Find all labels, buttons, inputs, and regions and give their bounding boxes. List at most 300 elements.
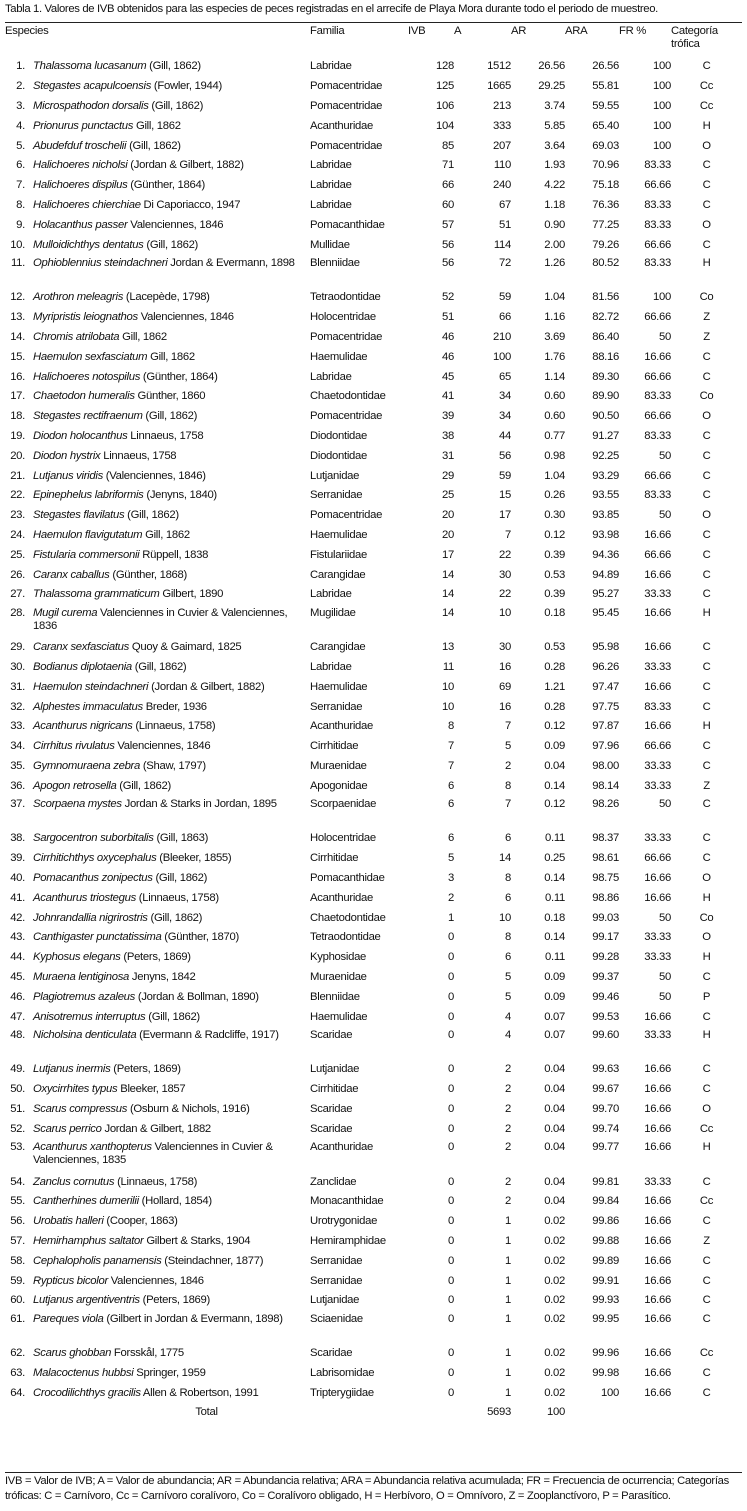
ar-cell: 0.25: [544, 852, 565, 865]
table-row: [5, 585, 742, 605]
table-row: [5, 1271, 742, 1291]
table-row: [5, 1172, 742, 1192]
species-author: (Gill, 1862): [126, 139, 181, 152]
abundance-cell: 8: [505, 931, 511, 944]
row-number: 8.: [16, 198, 25, 211]
row-number: 2.: [16, 80, 25, 93]
abundance-cell: 2: [505, 1175, 511, 1188]
table-footnote: IVB = Valor de IVB; A = Valor de abundancia; AR = Abundancia relativa; ARA = Abundancia relativa acumulada; FR = Frecuencia de ocurrencia; Categorías tróficas: C = Carnívoro, Cc = Carnívoro coralívoro, Co = Coralívoro obligado, H = Herbívoro, O = Omnívoro, Z = Zooplanctívoro, P = Parasítico.: [5, 1475, 729, 1502]
trophic-cell: Co: [699, 390, 714, 403]
ara-cell: 82.72: [592, 311, 619, 324]
row-number: 22.: [10, 489, 25, 502]
species-author: (Bleeker, 1855): [156, 852, 232, 865]
ivb-cell: 52: [442, 291, 454, 304]
trophic-cell: C: [702, 832, 711, 845]
ar-cell: 1.14: [544, 370, 565, 383]
fr-cell: 50: [659, 911, 671, 924]
fr-cell: 83.33: [644, 700, 671, 713]
trophic-cell: P: [702, 990, 711, 1003]
species-author: Gill, 1862: [142, 528, 190, 541]
species-name: Haemulon sexfasciatum: [33, 350, 148, 363]
fr-cell: 83.33: [644, 218, 671, 231]
row-number: 35.: [10, 759, 25, 772]
ivb-cell: 46: [442, 330, 454, 343]
table-row: [5, 506, 742, 526]
ar-cell: 0.14: [544, 779, 565, 792]
species-name: Pomacanthus zonipectus: [33, 872, 153, 885]
family-cell: Scorpaenidae: [310, 798, 377, 811]
row-number: 9.: [16, 218, 25, 231]
species-cell: [5, 1344, 310, 1364]
species-author: Gilbert & Starks, 1904: [143, 1235, 251, 1248]
species-cell: [5, 116, 310, 136]
table-row: [5, 987, 742, 1007]
ivb-cell: 0: [448, 1215, 454, 1228]
species-author: (Gill, 1862): [143, 238, 199, 251]
ivb-cell: 51: [442, 311, 454, 324]
trophic-cell: C: [702, 971, 711, 984]
family-cell: Acanthuridae: [310, 1141, 373, 1154]
species-author: Valenciennes in Cuvier & Valenciennes, 1836: [33, 606, 288, 632]
species-name: Hemirhamphus saltator: [33, 1235, 144, 1248]
family-cell: Pomacentridae: [310, 80, 383, 93]
species-cell: [5, 849, 310, 869]
table-row: [5, 308, 742, 328]
ara-cell: 76.36: [592, 198, 619, 211]
species-cell: [5, 57, 310, 77]
row-number: 38.: [10, 832, 25, 845]
family-cell: Carangidae: [310, 568, 366, 581]
family-cell: Monacanthidae: [310, 1195, 384, 1208]
trophic-cell: H: [702, 1029, 711, 1042]
abundance-cell: 1665: [487, 80, 511, 93]
species-cell: [5, 486, 310, 506]
ar-cell: 0.02: [544, 1312, 565, 1325]
family-cell: Acanthuridae: [310, 119, 373, 132]
ara-cell: 89.90: [592, 390, 619, 403]
table-row: [5, 638, 742, 658]
ara-cell: 99.63: [592, 1063, 619, 1076]
fr-cell: 16.66: [644, 1010, 671, 1023]
species-cell: [5, 235, 310, 255]
species-author: (Gill, 1862): [147, 911, 203, 924]
species-author: (Peters, 1869): [120, 951, 191, 964]
abundance-cell: 16: [499, 660, 511, 673]
species-cell: [5, 968, 310, 988]
family-cell: Mullidae: [310, 238, 350, 251]
abundance-cell: 22: [499, 588, 511, 601]
fr-cell: 16.66: [644, 1294, 671, 1307]
species-name: Acanthurus xanthopterus: [33, 1141, 152, 1154]
abundance-cell: 114: [493, 238, 511, 251]
abundance-cell: 2: [505, 759, 511, 772]
row-number: 39.: [10, 852, 25, 865]
species-name: Lutjanus argentiventris: [33, 1294, 140, 1307]
species-cell: [5, 796, 310, 829]
table-caption: Tabla 1. Valores de IVB obtenidos para las especies de peces registradas en el arrecife de Playa Mora durante todo el periodo de muestreo.: [5, 3, 658, 15]
species-name: Johnrandallia nigrirostris: [33, 911, 148, 924]
fr-cell: 16.66: [644, 1386, 671, 1399]
species-name: Diodon hystrix: [33, 449, 101, 462]
species-cell: [5, 776, 310, 796]
species-author: Di Caporiacco, 1947: [140, 198, 241, 211]
fr-cell: 33.33: [644, 832, 671, 845]
row-number: 21.: [10, 469, 25, 482]
table-row: [5, 1119, 742, 1139]
total-label: Total: [195, 1406, 218, 1419]
family-cell: Mugilidae: [310, 606, 356, 619]
trophic-cell: Cc: [699, 1122, 714, 1135]
row-number: 59.: [10, 1274, 25, 1287]
row-number: 25.: [10, 548, 25, 561]
trophic-cell: C: [702, 1254, 711, 1267]
ar-cell: 0.02: [544, 1386, 565, 1399]
species-cell: [5, 196, 310, 216]
row-number: 34.: [10, 740, 25, 753]
ara-cell: 59.55: [592, 99, 619, 112]
fr-cell: 16.66: [644, 680, 671, 693]
col-trophic-line2: trófica: [671, 38, 700, 50]
ivb-cell: 0: [448, 1367, 454, 1380]
fr-cell: 66.66: [644, 548, 671, 561]
ar-cell: 3.69: [544, 330, 565, 343]
species-cell: [5, 387, 310, 407]
ivb-cell: 0: [448, 971, 454, 984]
fr-cell: 83.33: [644, 159, 671, 172]
species-author: Günther, 1860: [134, 390, 206, 403]
ar-cell: 0.02: [544, 1367, 565, 1380]
total-ara-cell: [565, 1403, 619, 1422]
species-author: Gill, 1862: [119, 330, 167, 343]
species-cell: [5, 328, 310, 348]
fr-cell: 16.66: [644, 1347, 671, 1360]
row-number: 15.: [10, 350, 25, 363]
row-number: 32.: [10, 700, 25, 713]
family-cell: Labridae: [310, 159, 352, 172]
row-number: 57.: [10, 1235, 25, 1248]
ar-cell: 1.18: [544, 198, 565, 211]
row-number: 52.: [10, 1122, 25, 1135]
family-cell: Lutjanidae: [310, 1294, 360, 1307]
species-author: (Günther, 1868): [109, 568, 187, 581]
abundance-cell: 1: [505, 1235, 511, 1248]
table-row: [5, 1060, 742, 1080]
species-name: Acanthurus nigricans: [33, 720, 133, 733]
table-row: [5, 1364, 742, 1384]
trophic-cell: C: [702, 1010, 711, 1023]
species-cell: [5, 367, 310, 387]
species-author: Quoy & Gaimard, 1825: [129, 641, 242, 654]
species-cell: [5, 427, 310, 447]
trophic-cell: C: [702, 1175, 711, 1188]
species-cell: [5, 308, 310, 328]
ivb-cell: 0: [448, 1347, 454, 1360]
ara-cell: 91.27: [592, 429, 619, 442]
fr-cell: 16.66: [644, 1063, 671, 1076]
table-row: [5, 928, 742, 948]
abundance-cell: 69: [499, 680, 511, 693]
ara-cell: 99.84: [592, 1195, 619, 1208]
family-cell: Pomacentridae: [310, 99, 383, 112]
species-cell: [5, 757, 310, 777]
trophic-cell: H: [702, 720, 711, 733]
species-name: Cantherhines dumerilii: [33, 1195, 139, 1208]
ara-cell: 55.81: [592, 80, 619, 93]
table-row: [5, 1100, 742, 1120]
col-trophic: [671, 23, 742, 57]
fr-cell: 16.66: [644, 1103, 671, 1116]
trophic-cell: C: [702, 370, 711, 383]
species-cell: [5, 1271, 310, 1291]
fr-cell: 16.66: [644, 528, 671, 541]
trophic-cell: Cc: [699, 1347, 714, 1360]
species-author: (Hollard, 1854): [138, 1195, 212, 1208]
abundance-cell: 67: [499, 198, 511, 211]
ivb-cell: 56: [442, 256, 454, 269]
ar-cell: 0.04: [544, 1175, 565, 1188]
trophic-cell: C: [702, 740, 711, 753]
fr-cell: 16.66: [644, 1274, 671, 1287]
trophic-cell: C: [702, 759, 711, 772]
species-name: Abudefduf troschelii: [33, 139, 127, 152]
ivb-cell: 71: [442, 159, 454, 172]
table-row: [5, 328, 742, 348]
fr-cell: 100: [653, 99, 671, 112]
ivb-cell: 0: [448, 1122, 454, 1135]
family-cell: Lutjanidae: [310, 1063, 360, 1076]
trophic-cell: C: [702, 159, 711, 172]
ivb-cell: 0: [448, 1103, 454, 1116]
species-author: Gill, 1862: [147, 350, 195, 363]
ara-cell: 89.30: [592, 370, 619, 383]
ara-cell: 99.96: [592, 1347, 619, 1360]
trophic-cell: C: [702, 660, 711, 673]
fr-cell: 16.66: [644, 1141, 671, 1154]
ar-cell: 1.26: [544, 256, 565, 269]
fr-cell: 33.33: [644, 931, 671, 944]
species-author: (Peters, 1869): [139, 1294, 210, 1307]
ar-cell: 1.21: [544, 680, 565, 693]
fr-cell: 66.66: [644, 311, 671, 324]
species-author: (Günther, 1870): [161, 931, 239, 944]
ivb-cell: 11: [442, 660, 454, 673]
ara-cell: 93.85: [592, 509, 619, 522]
species-cell: [5, 215, 310, 235]
table-row: [5, 387, 742, 407]
ivb-cell: 46: [442, 350, 454, 363]
trophic-cell: Co: [699, 911, 714, 924]
species-name: Gymnomuraena zebra: [33, 759, 140, 772]
species-cell: [5, 869, 310, 889]
species-name: Epinephelus labriformis: [33, 489, 144, 502]
ivb-cell: 0: [448, 931, 454, 944]
abundance-cell: 5: [505, 990, 511, 1003]
table-row: [5, 697, 742, 717]
abundance-cell: 1: [505, 1386, 511, 1399]
ivb-cell: 5: [448, 852, 454, 865]
species-author: Allen & Robertson, 1991: [140, 1386, 259, 1399]
ivb-cell: 85: [442, 139, 454, 152]
trophic-cell: O: [702, 509, 711, 522]
table-row: [5, 196, 742, 216]
row-number: 60.: [10, 1294, 25, 1307]
ara-cell: 98.61: [592, 852, 619, 865]
species-name: Apogon retrosella: [33, 779, 117, 792]
ivb-cell: 6: [448, 798, 454, 811]
abundance-cell: 59: [499, 469, 511, 482]
species-author: (Gill, 1862): [145, 1010, 200, 1023]
species-name: Chaetodon humeralis: [33, 390, 135, 403]
abundance-cell: 65: [499, 370, 511, 383]
row-number: 14.: [10, 330, 25, 343]
table-row: [5, 427, 742, 447]
table-row: [5, 1192, 742, 1212]
ara-cell: 99.46: [592, 990, 619, 1003]
family-cell: Pomacentridae: [310, 509, 383, 522]
abundance-cell: 333: [493, 119, 511, 132]
species-name: Cirrhitus rivulatus: [33, 740, 115, 753]
row-number: 17.: [10, 390, 25, 403]
ar-cell: 0.02: [544, 1235, 565, 1248]
row-number: 50.: [10, 1083, 25, 1096]
species-cell: [5, 347, 310, 367]
family-cell: Blenniidae: [310, 990, 360, 1003]
row-number: 54.: [10, 1175, 25, 1188]
species-cell: [5, 948, 310, 968]
ara-cell: 95.98: [592, 641, 619, 654]
abundance-cell: 2: [505, 1103, 511, 1116]
ivb-cell: 14: [442, 606, 454, 619]
species-cell: [5, 1212, 310, 1232]
ar-cell: 0.04: [544, 1103, 565, 1116]
trophic-cell: Cc: [699, 80, 714, 93]
fr-cell: 100: [653, 60, 671, 73]
abundance-cell: 4: [505, 1029, 511, 1042]
species-name: Holacanthus passer: [33, 218, 128, 231]
species-author: (Günther, 1864): [140, 370, 218, 383]
species-author: Forsskål, 1775: [111, 1347, 184, 1360]
fr-cell: 66.66: [644, 179, 671, 192]
ivb-cell: 0: [448, 1029, 454, 1042]
ar-cell: 0.39: [544, 588, 565, 601]
trophic-cell: Co: [699, 291, 714, 304]
fr-cell: 50: [659, 449, 671, 462]
species-name: Mugil curema: [33, 606, 98, 619]
species-name: Crocodilichthys gracilis: [33, 1386, 141, 1399]
row-number: 29.: [10, 641, 25, 654]
ara-cell: 99.70: [592, 1103, 619, 1116]
trophic-cell: C: [702, 568, 711, 581]
fr-cell: 66.66: [644, 852, 671, 865]
fr-cell: 66.66: [644, 238, 671, 251]
abundance-cell: 2: [505, 1063, 511, 1076]
species-author: (Gill, 1862): [148, 99, 204, 112]
abundance-cell: 6: [505, 832, 511, 845]
trophic-cell: O: [702, 410, 711, 423]
species-cell: [5, 565, 310, 585]
abundance-cell: 1: [505, 1367, 511, 1380]
fr-cell: 50: [659, 509, 671, 522]
species-author: (Jenyns, 1840): [143, 489, 217, 502]
species-name: Stegastes flavilatus: [33, 509, 125, 522]
family-cell: Scaridae: [310, 1103, 353, 1116]
abundance-cell: 44: [499, 429, 511, 442]
fr-cell: 83.33: [644, 429, 671, 442]
ivb-cell: 1: [448, 911, 454, 924]
abundance-cell: 14: [499, 852, 511, 865]
abundance-cell: 213: [493, 99, 511, 112]
table-row: [5, 1212, 742, 1232]
row-number: 28.: [10, 606, 25, 619]
species-author: Breder, 1936: [142, 700, 207, 713]
ar-cell: 0.02: [544, 1254, 565, 1267]
ar-cell: 0.02: [544, 1274, 565, 1287]
table-row: [5, 869, 742, 889]
row-number: 18.: [10, 410, 25, 423]
family-cell: Scaridae: [310, 1029, 353, 1042]
abundance-cell: 7: [505, 528, 511, 541]
ara-cell: 65.40: [592, 119, 619, 132]
species-author: (Lacepède, 1798): [123, 291, 210, 304]
ara-cell: 98.26: [592, 798, 619, 811]
trophic-cell: H: [702, 256, 711, 269]
ara-cell: 99.77: [592, 1141, 619, 1154]
fr-cell: 16.66: [644, 1215, 671, 1228]
abundance-cell: 2: [505, 1122, 511, 1135]
family-cell: Holocentridae: [310, 832, 376, 845]
ar-cell: 5.85: [544, 119, 565, 132]
trophic-cell: C: [702, 449, 711, 462]
abundance-cell: 51: [499, 218, 511, 231]
ara-cell: 75.18: [592, 179, 619, 192]
fr-cell: 83.33: [644, 198, 671, 211]
ar-cell: 0.12: [544, 798, 565, 811]
row-number: 19.: [10, 429, 25, 442]
species-name: Urobatis halleri: [33, 1215, 104, 1228]
fr-cell: 83.33: [644, 390, 671, 403]
table-row: [5, 57, 742, 77]
ivb-cell: 3: [448, 872, 454, 885]
abundance-cell: 66: [499, 311, 511, 324]
abundance-cell: 30: [499, 568, 511, 581]
ivb-cell: 57: [442, 218, 454, 231]
family-cell: Pomacentridae: [310, 410, 383, 423]
trophic-cell: O: [702, 872, 711, 885]
species-name: Scarus perrico: [33, 1122, 102, 1135]
ara-cell: 88.16: [592, 350, 619, 363]
ivb-cell: 60: [442, 198, 454, 211]
family-cell: Pomacentridae: [310, 139, 383, 152]
family-cell: Sciaenidae: [310, 1312, 363, 1325]
abundance-cell: 1: [505, 1347, 511, 1360]
ar-cell: 0.04: [544, 1063, 565, 1076]
species-cell: [5, 1291, 310, 1311]
table-row: [5, 776, 742, 796]
row-number: 10.: [10, 238, 25, 251]
abundance-cell: 4: [505, 1010, 511, 1023]
table-row: [5, 347, 742, 367]
species-cell: [5, 506, 310, 526]
family-cell: Cirrhitidae: [310, 740, 359, 753]
species-author: (Gill, 1862): [116, 779, 171, 792]
trophic-cell: H: [702, 1141, 711, 1154]
species-cell: [5, 136, 310, 156]
species-name: Halichoeres chierchiae: [33, 198, 141, 211]
row-number: 5.: [16, 139, 25, 152]
species-cell: [5, 1364, 310, 1384]
ara-cell: 99.81: [592, 1175, 619, 1188]
ara-cell: 99.88: [592, 1235, 619, 1248]
